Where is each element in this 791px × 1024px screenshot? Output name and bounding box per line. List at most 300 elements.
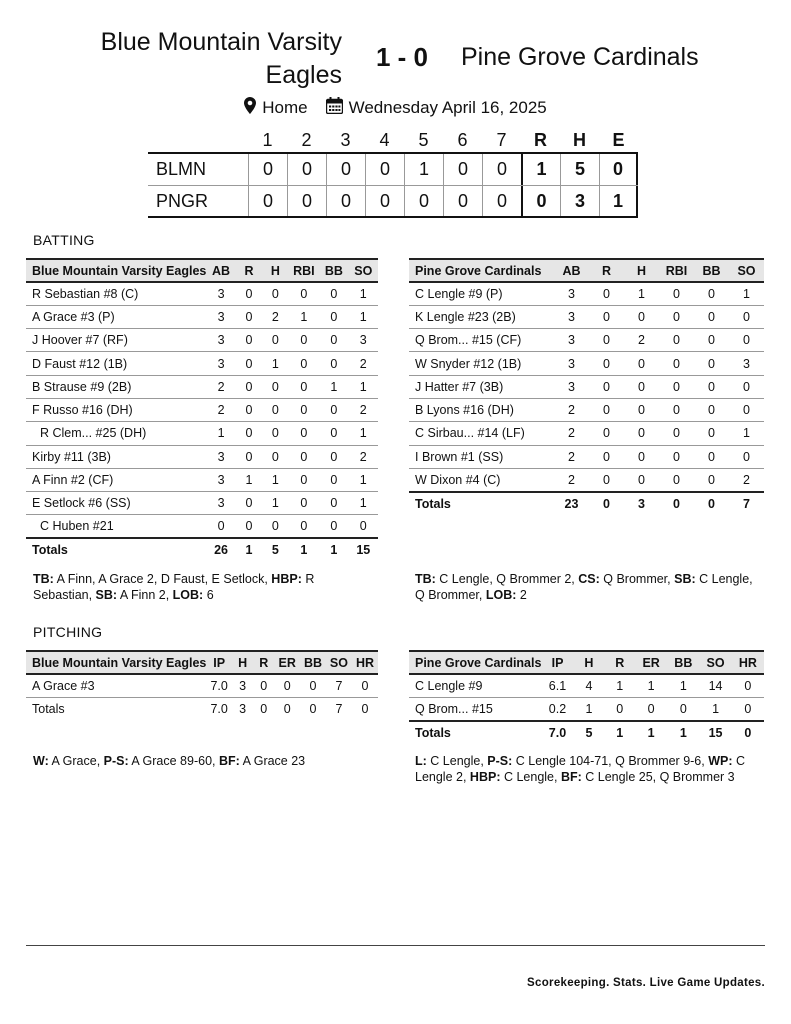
note-text: 2 <box>516 588 527 602</box>
linescore-inning: 0 <box>482 186 521 216</box>
player-name: I Brown #1 (SS) <box>409 445 554 468</box>
stat-cell: 0 <box>589 305 624 328</box>
batting-table-away <box>409 258 764 515</box>
stat-cell: 1 <box>349 492 378 515</box>
player-row <box>26 375 378 398</box>
stat-cell: 0 <box>236 352 262 375</box>
totals-row <box>26 697 378 720</box>
stat-cell: 0 <box>729 375 764 398</box>
stat-cell: 3 <box>554 305 589 328</box>
totals-cell: 0 <box>361 702 369 717</box>
stat-cell: 1 <box>729 282 764 305</box>
totals-cell: 3 <box>624 492 659 515</box>
note-label: SB: <box>95 588 118 602</box>
table-header-row <box>409 651 764 674</box>
stat-column-header: ER <box>635 651 667 674</box>
stat-cell: 2 <box>554 398 589 421</box>
player-row <box>26 674 378 697</box>
inning-1-header: 1 <box>262 129 273 150</box>
linescore-inning: 0 <box>365 186 404 216</box>
totals-cell: 0 <box>659 492 694 515</box>
stat-cell: 0 <box>589 352 624 375</box>
totals-cell: 0 <box>260 702 268 717</box>
note-text: A Grace, <box>48 754 104 768</box>
stat-column-header: SO <box>699 651 731 674</box>
team-column-header: Pine Grove Cardinals <box>409 651 541 674</box>
stat-cell: 0 <box>289 492 320 515</box>
totals-cell: 0 <box>732 721 764 744</box>
stat-cell: 4 <box>574 674 605 697</box>
note-label: TB: <box>415 572 436 586</box>
stat-cell: 0 <box>624 422 659 445</box>
player-name: Q Brom... #15 <box>409 697 541 720</box>
stat-cell: 1 <box>624 282 659 305</box>
totals-label: Totals <box>32 702 65 717</box>
totals-cell: 7.0 <box>541 721 573 744</box>
stat-cell: 0 <box>604 697 635 720</box>
totals-row <box>26 538 378 561</box>
player-row <box>409 468 764 491</box>
stat-column-header: AB <box>206 259 235 282</box>
stat-cell: 0 <box>732 674 764 697</box>
stat-cell: 1 <box>262 352 288 375</box>
player-row <box>26 422 378 445</box>
stat-cell: 0 <box>694 352 729 375</box>
note-text: A Grace 23 <box>239 754 306 768</box>
pitching-notes-away <box>415 753 755 785</box>
stat-column-header: HR <box>352 651 378 674</box>
stat-cell: 2 <box>349 445 378 468</box>
note-label: P-S: <box>103 754 129 768</box>
stat-cell: 0 <box>624 352 659 375</box>
stat-column-header: IP <box>206 651 232 674</box>
stat-cell: 0 <box>262 422 288 445</box>
stat-cell: 0 <box>589 398 624 421</box>
stat-cell: 0 <box>236 305 262 328</box>
stat-cell: 0 <box>349 515 378 538</box>
note-text: A Finn, A Grace 2, D Faust, E Setlock, <box>53 572 272 586</box>
footer-divider <box>26 945 765 946</box>
note-label: LOB: <box>485 588 517 602</box>
note-label: BF: <box>218 754 240 768</box>
stat-cell: 0.2 <box>541 697 573 720</box>
player-row <box>26 329 378 352</box>
stat-column-header: SO <box>326 651 352 674</box>
stat-cell: 0 <box>729 329 764 352</box>
stat-column-header: BB <box>694 259 729 282</box>
note-label: TB: <box>33 572 54 586</box>
stat-cell: 0 <box>262 282 288 305</box>
stat-cell: 0 <box>289 329 320 352</box>
totals-cell: 3 <box>239 702 247 717</box>
linescore-inning: 1 <box>404 154 443 185</box>
stat-cell: 3 <box>206 282 235 305</box>
stat-cell: 0 <box>319 282 348 305</box>
totals-cell: 23 <box>554 492 589 515</box>
player-row <box>409 697 764 720</box>
stat-cell: 0 <box>289 468 320 491</box>
stat-cell: 0 <box>319 515 348 538</box>
stat-column-header: BB <box>667 651 699 674</box>
player-name: K Lengle #23 (2B) <box>409 305 554 328</box>
linescore-row-away <box>148 185 638 216</box>
note-label: WP: <box>708 754 733 768</box>
note-text: C Lengle 104-71, Q Brommer 9-6, <box>512 754 709 768</box>
stat-column-header: BB <box>319 259 348 282</box>
stat-cell: 0 <box>589 468 624 491</box>
stat-cell: 1 <box>289 305 320 328</box>
inning-3-header: 3 <box>340 129 351 150</box>
stat-cell: 0 <box>289 282 320 305</box>
note-label: P-S: <box>487 754 513 768</box>
stat-cell: 0 <box>694 375 729 398</box>
totals-row <box>409 492 764 515</box>
stat-cell: 0 <box>694 398 729 421</box>
player-name: J Hatter #7 (3B) <box>409 375 554 398</box>
stat-cell: 0 <box>319 352 348 375</box>
totals-cell: 1 <box>635 721 667 744</box>
player-row <box>26 352 378 375</box>
stat-cell: 0 <box>729 305 764 328</box>
stat-cell: 0 <box>624 305 659 328</box>
totals-cell: 0 <box>283 702 291 717</box>
player-row <box>409 398 764 421</box>
stat-cell: 0 <box>624 375 659 398</box>
stat-cell: 1 <box>667 674 699 697</box>
player-row <box>409 445 764 468</box>
stat-cell: 1 <box>349 375 378 398</box>
batting-notes-home <box>33 571 363 603</box>
note-text: 6 <box>203 588 214 602</box>
stat-cell: 1 <box>635 674 667 697</box>
stat-cell: 0 <box>319 329 348 352</box>
player-row <box>409 282 764 305</box>
team-column-header: Pine Grove Cardinals <box>409 259 554 282</box>
inning-2-header: 2 <box>301 129 312 150</box>
player-name: W Dixon #4 (C) <box>409 468 554 491</box>
stat-cell: 1 <box>319 375 348 398</box>
stat-cell: 0 <box>274 674 300 697</box>
stat-column-header: R <box>589 259 624 282</box>
stat-cell: 0 <box>262 329 288 352</box>
stat-column-header: RBI <box>659 259 694 282</box>
totals-cell: 5 <box>574 721 605 744</box>
totals-cell: 15 <box>699 721 731 744</box>
player-name: F Russo #16 (DH) <box>26 398 206 421</box>
stat-cell: 2 <box>349 398 378 421</box>
note-label: L: <box>415 754 427 768</box>
player-row <box>26 492 378 515</box>
stat-cell: 0 <box>236 422 262 445</box>
inning-5-header: 5 <box>418 129 429 150</box>
stat-column-header: H <box>624 259 659 282</box>
runs-header: R <box>534 129 547 150</box>
stat-cell: 3 <box>554 282 589 305</box>
pitching-notes-home <box>33 753 373 769</box>
stat-cell: 0 <box>262 445 288 468</box>
stat-cell: 3 <box>206 329 235 352</box>
stat-cell: 2 <box>624 329 659 352</box>
stat-cell: 3 <box>232 674 253 697</box>
linescore-inning: 0 <box>404 186 443 216</box>
stat-cell: 0 <box>694 329 729 352</box>
stat-cell: 0 <box>289 375 320 398</box>
stat-cell: 0 <box>236 445 262 468</box>
stat-column-header: IP <box>541 651 573 674</box>
batting-table-home <box>26 258 378 562</box>
stat-cell: 0 <box>694 468 729 491</box>
pitching-section-title: PITCHING <box>33 624 103 640</box>
game-info <box>0 96 791 121</box>
stat-column-header: SO <box>729 259 764 282</box>
stat-cell: 0 <box>659 468 694 491</box>
stat-cell: 0 <box>262 515 288 538</box>
stat-cell: 2 <box>206 398 235 421</box>
stat-cell: 0 <box>659 352 694 375</box>
stat-cell: 3 <box>206 352 235 375</box>
final-score: 1 - 0 <box>375 42 429 72</box>
stat-cell: 3 <box>554 329 589 352</box>
stat-cell: 1 <box>604 674 635 697</box>
stat-cell: 6.1 <box>541 674 573 697</box>
stat-cell: 0 <box>236 492 262 515</box>
player-name: D Faust #12 (1B) <box>26 352 206 375</box>
pitching-table-home <box>26 650 378 721</box>
stat-cell: 0 <box>624 468 659 491</box>
game-date: Wednesday April 16, 2025 <box>348 98 547 117</box>
note-text: A Finn 2, <box>117 588 173 602</box>
note-label: HBP: <box>271 572 302 586</box>
player-name: A Finn #2 (CF) <box>26 468 206 491</box>
stat-cell: 0 <box>206 515 235 538</box>
stat-column-header: H <box>262 259 288 282</box>
stat-cell: 1 <box>349 305 378 328</box>
stat-cell: 2 <box>349 352 378 375</box>
note-text: C Lengle, Q Brommer, <box>415 572 753 602</box>
stat-cell: 14 <box>699 674 731 697</box>
stat-cell: 0 <box>236 375 262 398</box>
totals-cell: 1 <box>319 538 348 561</box>
stat-cell: 0 <box>667 697 699 720</box>
stat-column-header: ER <box>274 651 300 674</box>
totals-cell: 7 <box>729 492 764 515</box>
linescore-team: PNGR <box>156 190 209 211</box>
stat-cell: 7.0 <box>206 674 232 697</box>
stat-cell: 0 <box>659 445 694 468</box>
stat-cell: 0 <box>694 305 729 328</box>
inning-4-header: 4 <box>379 129 390 150</box>
totals-cell: 5 <box>262 538 288 561</box>
stat-cell: 0 <box>659 398 694 421</box>
note-text: C Lengle 25, Q Brommer 3 <box>581 770 735 784</box>
stat-cell: 3 <box>349 329 378 352</box>
stat-cell: 1 <box>699 697 731 720</box>
table-header-row <box>26 651 378 674</box>
stat-cell: 0 <box>589 422 624 445</box>
stat-column-header: RBI <box>289 259 320 282</box>
stat-cell: 1 <box>236 468 262 491</box>
stat-cell: 0 <box>589 329 624 352</box>
totals-cell: 1 <box>667 721 699 744</box>
team-column-header: Blue Mountain Varsity Eagles <box>26 259 206 282</box>
player-name: C Lengle #9 <box>409 674 541 697</box>
stat-cell: 0 <box>659 282 694 305</box>
stat-cell: 0 <box>694 282 729 305</box>
totals-cell: 15 <box>349 538 378 561</box>
stat-cell: 0 <box>659 329 694 352</box>
player-name: B Strause #9 (2B) <box>26 375 206 398</box>
inning-6-header: 6 <box>457 129 468 150</box>
stat-cell: 3 <box>206 492 235 515</box>
batting-notes-away <box>415 571 755 603</box>
totals-cell: 26 <box>206 538 235 561</box>
stat-cell: 0 <box>319 468 348 491</box>
linescore-inning: 0 <box>365 154 404 185</box>
pitching-table-away <box>409 650 764 744</box>
note-text: C Lengle, <box>426 754 488 768</box>
totals-label: Totals <box>409 721 541 744</box>
linescore-hits: 5 <box>560 154 599 185</box>
stat-cell: 0 <box>729 398 764 421</box>
stat-cell: 7 <box>326 674 352 697</box>
note-text: A Grace 89-60, <box>128 754 219 768</box>
stat-cell: 0 <box>319 305 348 328</box>
player-row <box>26 398 378 421</box>
note-text: C Lengle 2, <box>415 754 746 784</box>
stat-cell: 2 <box>554 445 589 468</box>
stat-cell: 3 <box>554 352 589 375</box>
player-name: R Clem... #25 (DH) <box>26 422 206 445</box>
stat-cell: 1 <box>262 468 288 491</box>
stat-column-header: R <box>253 651 274 674</box>
linescore-runs: 0 <box>521 186 560 216</box>
linescore-inning: 0 <box>248 186 287 216</box>
stat-cell: 0 <box>635 697 667 720</box>
hits-header: H <box>573 129 586 150</box>
stat-cell: 0 <box>289 352 320 375</box>
stat-cell: 0 <box>319 492 348 515</box>
stat-column-header: SO <box>349 259 378 282</box>
stat-cell: 0 <box>729 445 764 468</box>
totals-label: Totals <box>26 538 206 561</box>
stat-cell: 0 <box>659 375 694 398</box>
note-label: CS: <box>578 572 600 586</box>
linescore-inning: 0 <box>287 154 326 185</box>
player-row <box>409 329 764 352</box>
stat-cell: 0 <box>236 515 262 538</box>
note-label: HBP: <box>469 770 501 784</box>
player-row <box>26 282 378 305</box>
player-name: B Lyons #16 (DH) <box>409 398 554 421</box>
stat-column-header: AB <box>554 259 589 282</box>
totals-row <box>409 721 764 744</box>
player-row <box>409 352 764 375</box>
player-name: Q Brom... #15 (CF) <box>409 329 554 352</box>
table-header-row <box>409 259 764 282</box>
footer-tagline: Scorekeeping. Stats. Live Game Updates. <box>527 977 765 989</box>
inning-7-header: 7 <box>496 129 507 150</box>
stat-column-header: H <box>232 651 253 674</box>
stat-cell: 0 <box>262 375 288 398</box>
stat-cell: 0 <box>694 422 729 445</box>
linescore-header <box>148 128 638 152</box>
player-name: R Sebastian #8 (C) <box>26 282 206 305</box>
linescore-errors: 0 <box>599 154 638 185</box>
calendar-icon <box>326 97 343 121</box>
totals-cell: 1 <box>289 538 320 561</box>
player-name: W Snyder #12 (1B) <box>409 352 554 375</box>
totals-cell: 7.0 <box>210 702 228 717</box>
player-name: A Grace #3 <box>26 674 206 697</box>
away-team-name: Pine Grove Cardinals <box>461 43 699 71</box>
stat-cell: 0 <box>319 398 348 421</box>
stat-cell: 2 <box>729 468 764 491</box>
stat-column-header: BB <box>300 651 326 674</box>
player-row <box>26 468 378 491</box>
stat-cell: 3 <box>554 375 589 398</box>
stat-cell: 0 <box>732 697 764 720</box>
linescore-inning: 0 <box>482 154 521 185</box>
totals-cell: 7 <box>335 702 343 717</box>
linescore-inning: 0 <box>326 154 365 185</box>
stat-cell: 1 <box>262 492 288 515</box>
player-row <box>409 305 764 328</box>
stat-column-header: R <box>604 651 635 674</box>
linescore-inning: 0 <box>443 154 482 185</box>
stat-cell: 0 <box>624 445 659 468</box>
linescore-runs: 1 <box>521 154 560 185</box>
stat-cell: 1 <box>206 422 235 445</box>
player-row <box>26 515 378 538</box>
linescore-inning: 0 <box>248 154 287 185</box>
stat-cell: 1 <box>574 697 605 720</box>
note-label: BF: <box>560 770 582 784</box>
linescore-inning: 0 <box>326 186 365 216</box>
stat-cell: 0 <box>289 422 320 445</box>
player-name: E Setlock #6 (SS) <box>26 492 206 515</box>
stat-cell: 1 <box>349 282 378 305</box>
stat-cell: 0 <box>289 398 320 421</box>
totals-cell: 0 <box>694 492 729 515</box>
player-row <box>409 674 764 697</box>
stat-cell: 0 <box>236 398 262 421</box>
linescore-team: BLMN <box>156 159 207 179</box>
stat-cell: 2 <box>206 375 235 398</box>
linescore-errors: 1 <box>599 186 638 216</box>
note-text: C Lengle, <box>500 770 561 784</box>
note-label: SB: <box>674 572 696 586</box>
stat-cell: 0 <box>253 674 274 697</box>
player-name: J Hoover #7 (RF) <box>26 329 206 352</box>
stat-cell: 0 <box>659 422 694 445</box>
stat-cell: 0 <box>589 445 624 468</box>
linescore-inning: 0 <box>287 186 326 216</box>
stat-cell: 1 <box>349 468 378 491</box>
stat-cell: 2 <box>554 422 589 445</box>
player-row <box>26 445 378 468</box>
stat-cell: 0 <box>300 674 326 697</box>
linescore <box>148 128 638 218</box>
stat-cell: 1 <box>729 422 764 445</box>
team-column-header: Blue Mountain Varsity Eagles <box>26 651 206 674</box>
player-row <box>26 305 378 328</box>
note-text: C Lengle, Q Brommer 2, <box>435 572 579 586</box>
stat-cell: 0 <box>352 674 378 697</box>
linescore-row-home <box>148 154 638 185</box>
stat-column-header: HR <box>732 651 764 674</box>
stat-cell: 0 <box>262 398 288 421</box>
totals-cell: 1 <box>236 538 262 561</box>
